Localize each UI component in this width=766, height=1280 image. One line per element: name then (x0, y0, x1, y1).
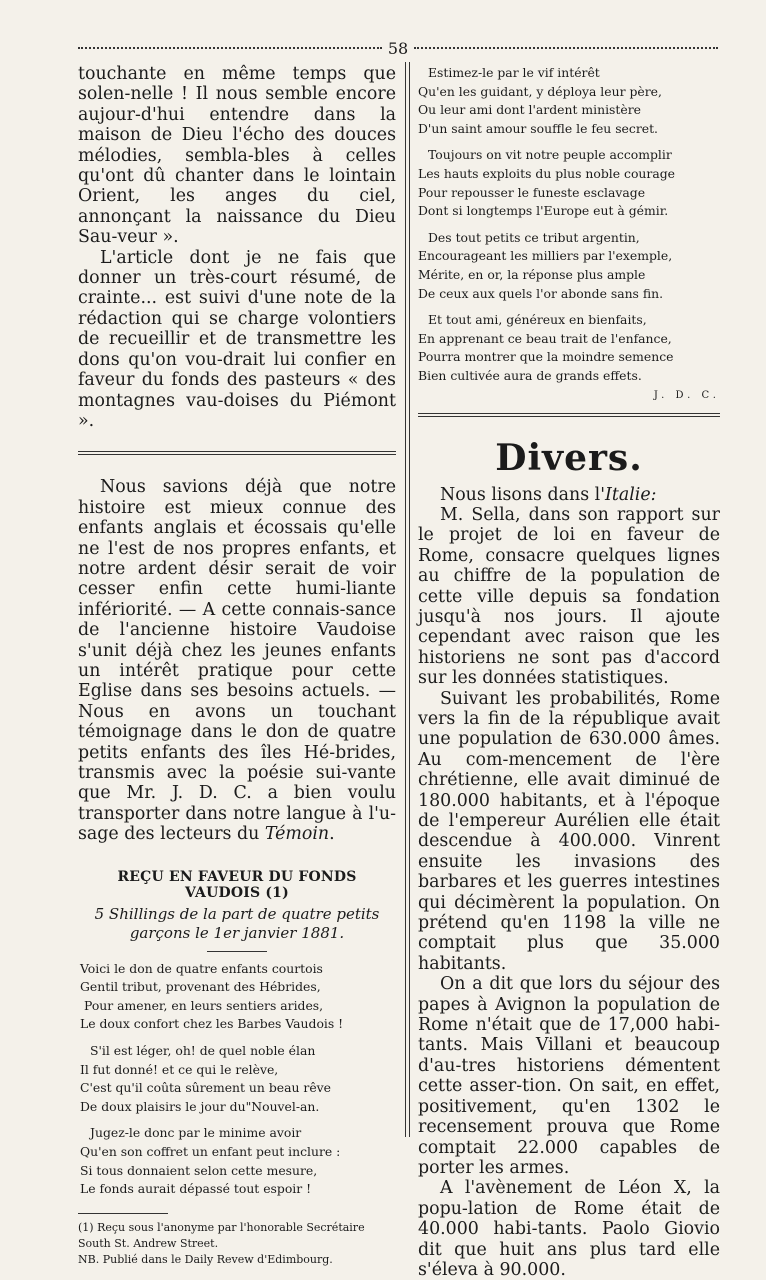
poem-line: De doux plaisirs le jour du"Nouvel-an. (80, 1098, 320, 1114)
divers-paragraph: On a dit que lors du séjour des papes à Avignon la population de Rome n'était que de 17,000 habi-tants. Mais Villani et beaucoup d'au-tres historiens démentent cette asser-tion. On sait, en effet, positivement, qu'en 1302 le recensement prouva que Rome comptait 22.000 capables de porter les armes. (418, 974, 720, 1178)
poem-line: En apprenant ce beau trait de l'enfance, (418, 330, 672, 346)
poem-stanza (418, 64, 720, 138)
poem-line: Voici le don de quatre enfants courtois (80, 960, 323, 976)
column-divider (405, 62, 410, 1137)
poem-right (418, 64, 720, 386)
poem-line: Le doux confort chez les Barbes Vaudois ! (80, 1016, 344, 1032)
signature: J. D. C. (653, 389, 720, 401)
hebrides-text: Nous savions déjà que notre histoire est mieux connue des enfants anglais et écossais qu'elle ne l'est de nos propres enfants, et notre ardent désir serait de voir cesser enfin cette humi-liante infériorité. — A cette connais-sance de l'ancienne histoire Vaudoise s'unit déjà chez les jeunes enfants un intérêt pratique pour cette Eglise dans ses besoins actuels. — Nous en avons un touchant témoignage dans le don de quatre petits enfants des îles Hé-brides, transmis avec la poésie sui-vante que Mr. J. D. C. a bien voulu transporter dans notre langue à l'u-sage des lecteurs du (78, 477, 396, 845)
italie-name: Italie: (605, 484, 657, 505)
poem-line: Ou leur ami dont l'ardent ministère (418, 102, 641, 118)
recu-line-2: garçons le 1er janvier 1881. (129, 923, 345, 942)
poem-line: Si tous donnaient selon cette mesure, (80, 1162, 318, 1178)
poem-stanza (80, 1124, 396, 1198)
poem-stanza (418, 229, 720, 303)
poem-line: Les hauts exploits du plus noble courage (418, 165, 675, 181)
footnote-1: (1) Reçu sous l'anonyme par l'honorable Secrétaire South St. Andrew Street. (78, 1220, 365, 1250)
poem-line: Encourageant les milliers par l'exemple, (418, 248, 673, 264)
poem-line: Dont si longtemps l'Europe eut à gémir. (418, 203, 669, 219)
intro-paragraph-1: touchante en même temps que solen-nelle ! Il nous semble encore aujour-d'hui entendre dans la maison de Dieu l'écho des douces mélodies, sembla-bles à celles qu'ont dû chanter dans le lointain Orient, les anges du ciel, annonçant la naissance du Dieu Sau-veur ». (78, 64, 396, 248)
right-column (418, 64, 720, 1280)
poem-line: Mérite, en or, la réponse plus ample (418, 266, 646, 282)
poem-line: D'un saint amour souffle le feu secret. (418, 120, 658, 136)
poem-line: Des tout petits ce tribut argentin, (428, 229, 640, 245)
poem-stanza (418, 311, 720, 385)
hebrides-paragraph (78, 477, 396, 844)
page-header (78, 38, 718, 58)
poem-rule (207, 951, 267, 952)
footnote-2: NB. Publié dans le Daily Revew d'Edimbourg. (78, 1252, 333, 1266)
poem-line: Pour amener, en leurs sentiers arides, (84, 997, 324, 1013)
poem-line: Il fut donné! et ce qui le relève, (80, 1061, 279, 1077)
italie-intro (418, 485, 720, 505)
poem-line: Estimez-le par le vif intérêt (428, 65, 600, 80)
header-rule-left (78, 47, 382, 49)
poem-line: Pourra montrer que la moindre semence (418, 349, 674, 365)
temoin-title: Témoin (264, 824, 330, 845)
left-column (78, 64, 396, 1268)
poem-line: Pour repousser le funeste esclavage (418, 184, 646, 200)
poem-line: Toujours on vit notre peuple accomplir (428, 147, 672, 163)
poem-line: Qu'en son coffret un enfant peut inclure : (80, 1143, 341, 1159)
divers-paragraph: M. Sella, dans son rapport sur le projet de loi en faveur de Rome, consacre quelques lignes au chiffre de la population de cette ville depuis sa fondation jusqu'à nos jours. Il ajoute cependant avec raison que les historiens ne sont pas d'accord sur les données statistiques. (418, 504, 720, 689)
intro-paragraph-2: L'article dont je ne fais que donner un très-court résumé, de crainte... est suivi d'une note de la rédaction qui se charge volontiers de recueillir et de transmettre les dons qu'on vou-drait lui confier en faveur du fonds des pasteurs « des montagnes vau-doises du Piémont ». (78, 247, 396, 431)
poem-stanza (80, 1042, 396, 1116)
italie-intro-text: Nous lisons dans l' (440, 484, 606, 505)
poem-line: Qu'en les guidant, y déploya leur père, (418, 83, 662, 99)
recu-heading: REÇU EN FAVEUR DU FONDS VAUDOIS (1) (117, 868, 357, 901)
footnote-rule (78, 1213, 168, 1214)
poem-line: Et tout ami, généreux en bienfaits, (428, 312, 647, 328)
divers-paragraph: A l'avènement de Léon X, la popu-lation de Rome était de 40.000 habi-tants. Paolo Giovio dit que huit ans plus tard elle s'éleva à 90.000. (418, 1178, 720, 1280)
recu-line-1: 5 Shillings de la part de quatre petits (94, 904, 380, 923)
poem-line: De ceux aux quels l'or abonde sans fin. (418, 285, 664, 301)
poem-line: C'est qu'il coûta sûrement un beau rêve (80, 1080, 331, 1096)
section-rule (78, 451, 396, 455)
divers-heading: Divers. (495, 436, 643, 479)
hebrides-end: . (329, 824, 335, 845)
section-rule (418, 413, 720, 417)
poem-line: S'il est léger, oh! de quel noble élan (90, 1043, 316, 1058)
poem-line: Jugez-le donc par le minime avoir (90, 1125, 302, 1141)
header-rule-right (414, 47, 718, 49)
poem-stanza (418, 146, 720, 220)
poem-line: Bien cultivée aura de grands effets. (418, 367, 642, 383)
poem-left (78, 960, 396, 1199)
poem-stanza (80, 960, 396, 1034)
poem-line: Gentil tribut, provenant des Hébrides, (80, 979, 321, 995)
poem-line: Le fonds aurait dépassé tout espoir ! (80, 1181, 312, 1197)
divers-paragraph: Suivant les probabilités, Rome vers la fin de la république avait une population de 630.000 âmes. Au com-mencement de l'ère chrétienne, elle avait diminué de 180.000 habitants, et à l'époque de l'empereur Aurélien elle était descendue à 400.000. Vinrent ensuite les invasions des barbares et les guerres intestines qui décimèrent la population. On prétend qu'en 1198 la ville ne comptait plus que 35.000 habitants. (418, 688, 720, 974)
page-number: 58 (387, 38, 409, 58)
